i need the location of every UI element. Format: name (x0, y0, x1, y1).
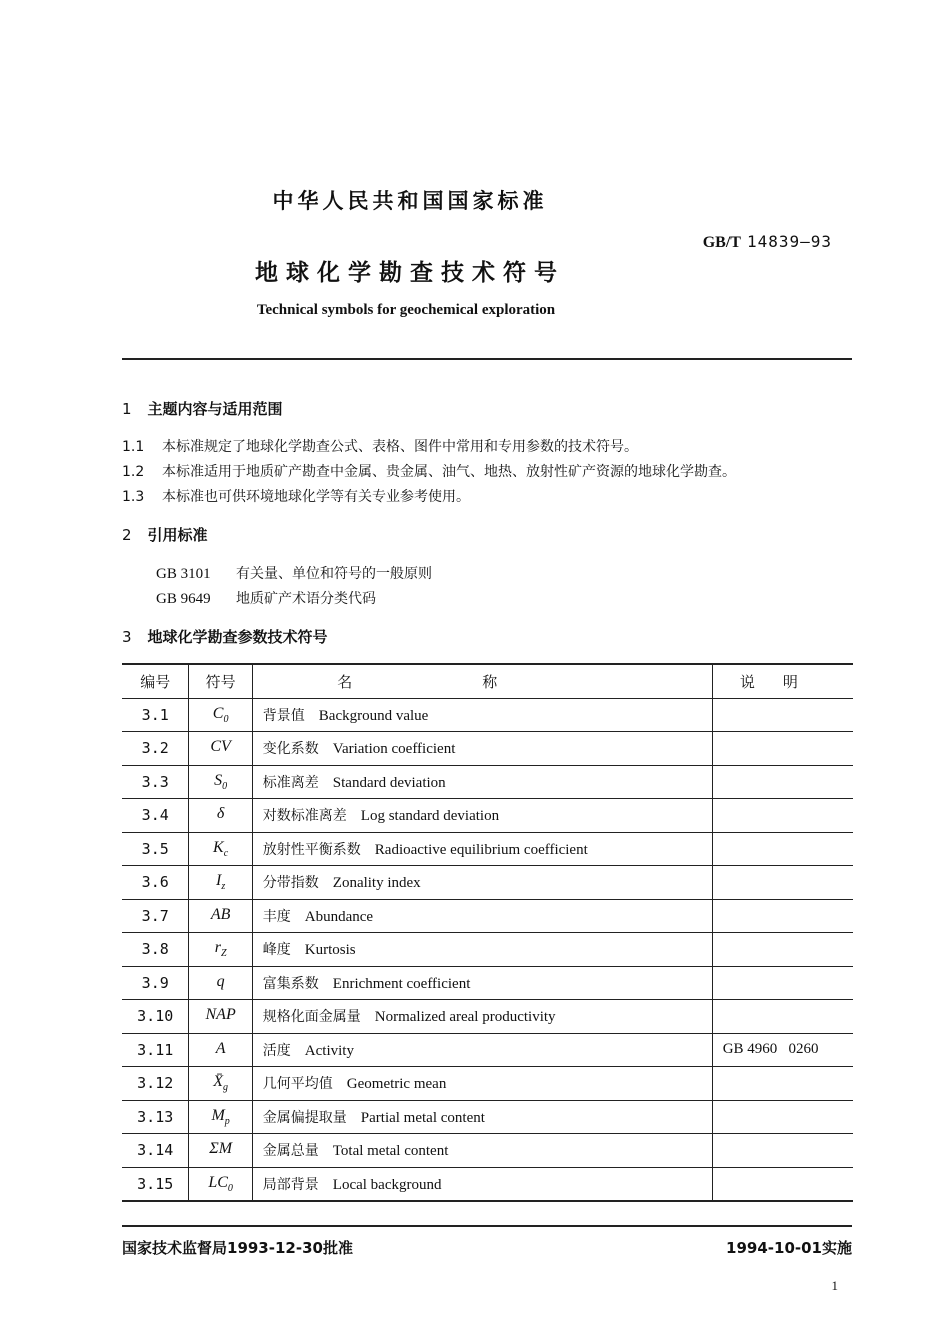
row-name (252, 1100, 712, 1134)
header-name (252, 664, 712, 698)
name-en: Enrichment coefficient (332, 975, 471, 992)
row-note (712, 1100, 853, 1134)
symbol-subscript: g (223, 1082, 228, 1094)
table-row (122, 1067, 853, 1101)
row-symbol (189, 1000, 252, 1034)
name-en: Background value (318, 707, 429, 724)
table-row (122, 933, 853, 967)
document-title: 地球化学勘查技术符号 (255, 260, 565, 286)
row-note (712, 732, 853, 766)
symbol-main: ΣM (209, 1140, 233, 1158)
row-number: 3.14 (122, 1134, 189, 1168)
row-name (252, 799, 712, 833)
row-note (712, 1067, 853, 1101)
section-number: 3 (122, 628, 132, 646)
table-row (122, 732, 853, 766)
row-note (712, 866, 853, 900)
row-name (252, 933, 712, 967)
symbol-main: S (214, 771, 223, 789)
row-name (252, 1134, 712, 1168)
row-number: 3.4 (122, 799, 189, 833)
symbol-main: A (215, 1039, 226, 1057)
name-cn: 活度 (262, 1042, 291, 1059)
row-name (252, 698, 712, 732)
clause-text: 本标准规定了地球化学勘查公式、表格、图件中常用和专用参数的技术符号。 (162, 439, 638, 455)
symbol-main: q (216, 972, 225, 990)
section-title: 地球化学勘查参数技术符号 (147, 628, 328, 646)
table-row (122, 899, 853, 933)
standard-prefix: GB/T (702, 234, 741, 251)
header-note-text: 说明 (739, 672, 826, 691)
row-symbol (189, 1134, 252, 1168)
symbol-main: X̄ (213, 1073, 223, 1091)
section-3-heading (122, 626, 328, 647)
name-en: Radioactive equilibrium coefficient (374, 841, 588, 858)
row-note (712, 765, 853, 799)
name-cn: 局部背景 (262, 1176, 319, 1193)
name-en: Zonality index (332, 875, 421, 892)
row-note (712, 832, 853, 866)
symbol-subscript: 0 (227, 1182, 233, 1194)
symbol-main: LC (208, 1173, 228, 1191)
row-symbol (189, 1100, 252, 1134)
header-name-text: 名称 (337, 672, 628, 691)
name-en: Local background (332, 1176, 442, 1193)
section-number: 2 (122, 526, 132, 544)
symbol-subscript: 0 (222, 780, 228, 792)
row-symbol (189, 799, 252, 833)
row-name (252, 966, 712, 1000)
name-cn: 分带指数 (262, 875, 319, 892)
row-symbol (189, 1067, 252, 1101)
row-number: 3.5 (122, 832, 189, 866)
name-en: Variation coefficient (332, 741, 456, 758)
name-en: Abundance (304, 908, 374, 925)
standard-code (703, 232, 832, 252)
symbol-subscript: Z (220, 948, 227, 960)
table-row (122, 1134, 853, 1168)
clause-text: 本标准也可供环境地球化学等有关专业参考使用。 (162, 489, 470, 505)
footer-rule (122, 1225, 852, 1227)
name-cn: 金属偏提取量 (262, 1109, 347, 1126)
row-number: 3.12 (122, 1067, 189, 1101)
reference-text: 有关量、单位和符号的一般原则 (236, 566, 432, 582)
row-symbol (189, 732, 252, 766)
row-number: 3.9 (122, 966, 189, 1000)
row-number: 3.3 (122, 765, 189, 799)
name-en: Total metal content (332, 1143, 449, 1160)
effective-date: 1994-10-01实施 (726, 1239, 852, 1257)
row-number: 3.6 (122, 866, 189, 900)
document-subtitle-en: Technical symbols for geochemical exploration (256, 302, 556, 318)
row-note (712, 1167, 853, 1201)
clause-1-1 (122, 436, 638, 456)
row-symbol (189, 1167, 252, 1201)
symbols-table (122, 663, 853, 1202)
row-name (252, 1067, 712, 1101)
name-cn: 变化系数 (262, 741, 319, 758)
table-row (122, 1000, 853, 1034)
name-cn: 放射性平衡系数 (262, 841, 361, 858)
row-name (252, 1033, 712, 1067)
header-number: 编号 (122, 664, 189, 698)
page-number: 1 (831, 1278, 838, 1293)
table-row (122, 799, 853, 833)
row-name (252, 732, 712, 766)
symbol-main: r (214, 939, 221, 957)
name-cn: 峰度 (262, 942, 291, 959)
row-symbol (189, 832, 252, 866)
row-name (252, 1000, 712, 1034)
table-row (122, 765, 853, 799)
clause-text: 本标准适用于地质矿产勘查中金属、贵金属、油气、地热、放射性矿产资源的地球化学勘查。 (162, 464, 736, 480)
reference-code: GB 3101 (156, 566, 211, 582)
table-row (122, 832, 853, 866)
standard-number: 14839—93 (746, 232, 832, 251)
name-en: Geometric mean (346, 1076, 447, 1093)
header-rule (122, 358, 852, 360)
section-1-heading (122, 398, 283, 419)
row-number: 3.2 (122, 732, 189, 766)
table-row (122, 1033, 853, 1067)
symbol-subscript: 0 (223, 713, 229, 725)
row-symbol (189, 698, 252, 732)
symbol-main: AB (210, 905, 231, 923)
symbol-subscript: z (221, 881, 226, 893)
header-note (712, 664, 853, 698)
row-note (712, 899, 853, 933)
table-row (122, 1100, 853, 1134)
symbol-main: C (212, 704, 224, 722)
name-cn: 标准离差 (262, 774, 319, 791)
table-row (122, 698, 853, 732)
clause-1-3 (122, 486, 470, 506)
section-title: 主题内容与适用范围 (147, 400, 283, 418)
row-note (712, 966, 853, 1000)
table-row (122, 866, 853, 900)
row-symbol (189, 899, 252, 933)
row-note (712, 933, 853, 967)
org-title: 中华人民共和国国家标准 (272, 189, 548, 213)
symbol-main: CV (210, 738, 231, 756)
row-number: 3.13 (122, 1100, 189, 1134)
name-cn: 对数标准离差 (262, 808, 347, 825)
row-note: GB 4960 0260 (712, 1033, 853, 1067)
name-cn: 背景值 (262, 707, 305, 724)
row-symbol (189, 866, 252, 900)
name-en: Partial metal content (360, 1109, 485, 1126)
name-cn: 几何平均值 (262, 1076, 333, 1093)
row-note (712, 799, 853, 833)
row-symbol (189, 966, 252, 1000)
row-name (252, 899, 712, 933)
clause-number: 1.3 (122, 489, 145, 505)
row-note (712, 1134, 853, 1168)
row-symbol (189, 933, 252, 967)
symbol-subscript: p (224, 1115, 230, 1127)
reference-code: GB 9649 (156, 591, 211, 607)
row-number: 3.1 (122, 698, 189, 732)
symbol-subscript: c (223, 847, 229, 859)
symbol-main: I (215, 872, 222, 890)
name-cn: 规格化面金属量 (262, 1009, 361, 1026)
row-symbol (189, 1033, 252, 1067)
header-symbol: 符号 (189, 664, 252, 698)
name-en: Activity (304, 1042, 354, 1059)
name-cn: 丰度 (262, 908, 291, 925)
approval-date: 国家技术监督局1993-12-30批准 (122, 1239, 353, 1257)
row-name (252, 866, 712, 900)
row-note (712, 1000, 853, 1034)
name-en: Normalized areal productivity (374, 1009, 556, 1026)
row-number: 3.11 (122, 1033, 189, 1067)
clause-number: 1.2 (122, 464, 145, 480)
name-en: Kurtosis (304, 942, 356, 959)
row-name (252, 765, 712, 799)
reference-text: 地质矿产术语分类代码 (236, 591, 376, 607)
clause-1-2 (122, 461, 736, 481)
row-symbol (189, 765, 252, 799)
symbol-main: NAP (205, 1006, 236, 1024)
symbol-main: M (211, 1106, 225, 1124)
name-en: Standard deviation (332, 774, 446, 791)
symbol-main: K (213, 838, 224, 856)
reference-item (156, 563, 432, 583)
section-number: 1 (122, 400, 132, 418)
section-2-heading (122, 524, 208, 545)
name-cn: 金属总量 (262, 1143, 319, 1160)
symbol-main: δ (216, 805, 225, 823)
table-row (122, 1167, 853, 1201)
table-header-row (122, 664, 853, 698)
row-name (252, 1167, 712, 1201)
row-number: 3.7 (122, 899, 189, 933)
name-en: Log standard deviation (360, 808, 500, 825)
row-note (712, 698, 853, 732)
table-row (122, 966, 853, 1000)
row-name (252, 832, 712, 866)
row-number: 3.15 (122, 1167, 189, 1201)
row-number: 3.8 (122, 933, 189, 967)
name-cn: 富集系数 (262, 975, 319, 992)
clause-number: 1.1 (122, 439, 145, 455)
section-title: 引用标准 (147, 526, 208, 544)
reference-item (156, 588, 376, 608)
row-number: 3.10 (122, 1000, 189, 1034)
